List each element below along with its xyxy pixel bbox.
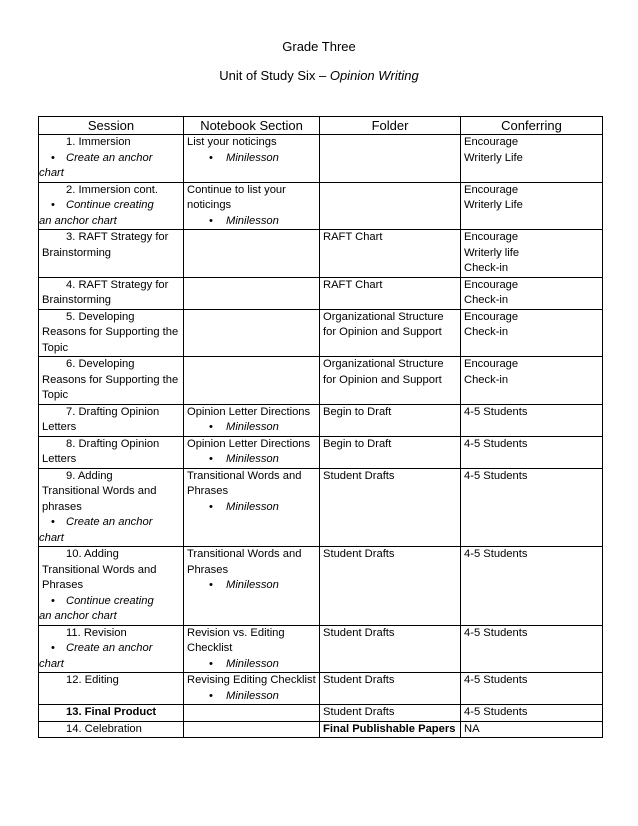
notebook-bullet: • Minilesson [187, 420, 316, 436]
session-title: 14. Celebration [66, 722, 142, 735]
conferring-line: Check-in [464, 373, 509, 386]
folder-cell: Organizational Structure for Opinion and Support [320, 357, 461, 405]
conferring-cell [461, 547, 603, 626]
session-cell [39, 230, 184, 278]
session-title-continued: Brainstorming [42, 246, 112, 259]
notebook-cell [184, 277, 320, 309]
conferring-line: Encourage [464, 310, 519, 323]
session-title: 3. RAFT Strategy for [66, 231, 169, 243]
notebook-text: Revision vs. Editing Checklist [187, 626, 285, 654]
notebook-cell [184, 625, 320, 673]
session-title-continued: Transitional Words and Phrases [42, 563, 157, 591]
notebook-cell [184, 436, 320, 468]
notebook-cell [184, 230, 320, 278]
table-row [39, 182, 603, 230]
session-cell [39, 436, 184, 468]
notebook-cell [184, 309, 320, 357]
session-title-continued: Letters [42, 453, 77, 465]
session-title: 12. Editing [66, 674, 119, 686]
conferring-cell [461, 309, 603, 357]
session-cell [39, 404, 184, 436]
conferring-line: 4-5 Students [464, 548, 528, 560]
conferring-line: 4-5 Students [464, 674, 528, 686]
notebook-cell [184, 673, 320, 705]
folder-cell [320, 182, 461, 230]
folder-cell: Student Drafts [320, 673, 461, 705]
conferring-line: 4-5 Students [464, 437, 528, 450]
table-body [39, 135, 603, 738]
conferring-cell [461, 673, 603, 705]
conferring-cell [461, 468, 603, 547]
session-bullet-continued: an anchor chart [39, 610, 117, 622]
session-bullet-continued: an anchor chart [39, 214, 117, 227]
session-cell [39, 135, 184, 183]
table-row [39, 721, 603, 738]
notebook-cell [184, 182, 320, 230]
notebook-cell [184, 547, 320, 626]
conferring-cell [461, 721, 603, 738]
folder-cell: Student Drafts [320, 625, 461, 673]
column-header-folder: Folder [320, 117, 461, 135]
session-bullet [39, 151, 180, 182]
conferring-cell [461, 277, 603, 309]
session-cell [39, 357, 184, 405]
session-title-continued: Transitional Words and phrases [42, 485, 157, 513]
conferring-line: Encourage [464, 183, 519, 196]
session-title: 7. Drafting Opinion [66, 405, 160, 418]
table-row [39, 309, 603, 357]
notebook-bullet: • Minilesson [187, 500, 316, 516]
session-cell [39, 705, 184, 722]
notebook-text: Continue to list your noticings [187, 183, 286, 211]
session-title-continued: Reasons for Supporting the Topic [42, 373, 179, 401]
session-bullet-continued: chart [39, 167, 64, 179]
column-header-session: Session [39, 117, 184, 135]
session-bullet-continued: chart [39, 531, 64, 544]
folder-cell: Begin to Draft [320, 404, 461, 436]
notebook-text: Transitional Words and Phrases [187, 548, 302, 576]
notebook-text: Transitional Words and Phrases [187, 469, 302, 497]
notebook-text: Revising Editing Checklist [187, 674, 316, 686]
folder-cell: Student Drafts [320, 468, 461, 547]
session-bullet [39, 515, 180, 546]
conferring-cell [461, 182, 603, 230]
table-row [39, 468, 603, 547]
table-row [39, 230, 603, 278]
session-cell [39, 309, 184, 357]
conferring-cell [461, 230, 603, 278]
conferring-line: Encourage [464, 358, 519, 370]
conferring-cell [461, 625, 603, 673]
subtitle-topic: Opinion Writing [329, 68, 419, 83]
table-row [39, 625, 603, 673]
session-cell [39, 468, 184, 547]
folder-cell: RAFT Chart [320, 230, 461, 278]
conferring-cell [461, 357, 603, 405]
column-header-notebook: Notebook Section [184, 117, 320, 135]
session-bullet [39, 594, 180, 625]
session-title: 4. RAFT Strategy for [66, 278, 169, 291]
folder-cell: Organizational Structure for Opinion and Support [320, 309, 461, 357]
session-bullet-text: Create an anchor [66, 151, 153, 164]
table-row [39, 404, 603, 436]
notebook-bullet: • Minilesson [187, 151, 316, 167]
column-header-conferring: Conferring [461, 117, 603, 135]
session-title: 5. Developing [66, 310, 135, 323]
session-title: 9. Adding [66, 469, 113, 482]
conferring-cell [461, 436, 603, 468]
session-title: 13. Final Product [66, 706, 157, 718]
folder-cell: Student Drafts [320, 547, 461, 626]
conferring-line: NA [464, 722, 480, 735]
subtitle-prefix: Unit of Study Six – [219, 68, 330, 83]
notebook-cell [184, 357, 320, 405]
conferring-line: Writerly Life [464, 151, 523, 164]
session-title: 6. Developing [66, 358, 135, 370]
notebook-bullet: • Minilesson [187, 214, 316, 230]
folder-cell: Student Drafts [320, 705, 461, 722]
conferring-cell [461, 135, 603, 183]
conferring-line: 4-5 Students [464, 469, 528, 482]
notebook-bullet: • Minilesson [187, 452, 316, 468]
conferring-line: 4-5 Students [464, 405, 528, 418]
session-title: 10. Adding [66, 548, 119, 560]
session-cell [39, 673, 184, 705]
table-row [39, 436, 603, 468]
notebook-bullet: • Minilesson [187, 578, 316, 594]
conferring-line: 4-5 Students [464, 626, 528, 639]
folder-cell: RAFT Chart [320, 277, 461, 309]
session-bullet-text: Create an anchor [66, 516, 153, 528]
table-row [39, 705, 603, 722]
session-bullet [39, 641, 180, 672]
notebook-text: List your noticings [187, 136, 277, 148]
notebook-cell [184, 705, 320, 722]
conferring-line: Writerly life [464, 246, 520, 259]
notebook-cell [184, 468, 320, 547]
conferring-line: Encourage [464, 136, 519, 148]
conferring-cell [461, 705, 603, 722]
table-row [39, 135, 603, 183]
conferring-line: Encourage [464, 231, 519, 243]
notebook-bullet: • Minilesson [187, 689, 316, 705]
session-bullet-continued: chart [39, 657, 64, 670]
conferring-line: Check-in [464, 294, 509, 306]
notebook-bullet: • Minilesson [187, 657, 316, 673]
session-title-continued: Letters [42, 421, 77, 433]
session-cell [39, 721, 184, 738]
session-title: 8. Drafting Opinion [66, 437, 160, 450]
conferring-line: Check-in [464, 326, 509, 338]
session-bullet-text: Continue creating [66, 199, 154, 211]
session-title: 1. Immersion [66, 136, 131, 148]
folder-cell: Begin to Draft [320, 436, 461, 468]
session-cell [39, 625, 184, 673]
unit-plan-table [38, 116, 603, 738]
folder-cell: Final Publishable Papers [320, 721, 461, 738]
session-cell [39, 277, 184, 309]
session-title-continued: Reasons for Supporting the Topic [42, 326, 179, 354]
session-bullet-text: Create an anchor [66, 642, 153, 654]
conferring-line: 4-5 Students [464, 706, 528, 718]
session-bullet [39, 198, 180, 229]
session-cell [39, 547, 184, 626]
session-bullet-text: Continue creating [66, 594, 154, 607]
session-title-continued: Brainstorming [42, 294, 112, 306]
notebook-cell [184, 135, 320, 183]
conferring-cell [461, 404, 603, 436]
table-row [39, 673, 603, 705]
conferring-line: Writerly Life [464, 199, 523, 211]
table-header-row [39, 117, 603, 135]
table-row [39, 277, 603, 309]
session-title: 2. Immersion cont. [66, 183, 159, 196]
table-row [39, 357, 603, 405]
conferring-line: Encourage [464, 278, 519, 291]
notebook-cell [184, 721, 320, 738]
session-title: 11. Revision [66, 626, 127, 639]
document-title: Grade Three [282, 39, 356, 54]
notebook-cell [184, 404, 320, 436]
notebook-text: Opinion Letter Directions [187, 437, 311, 450]
folder-cell [320, 135, 461, 183]
conferring-line: Check-in [464, 262, 509, 274]
notebook-text: Opinion Letter Directions [187, 405, 311, 418]
document-subtitle [0, 68, 638, 84]
table-row [39, 547, 603, 626]
session-cell [39, 182, 184, 230]
